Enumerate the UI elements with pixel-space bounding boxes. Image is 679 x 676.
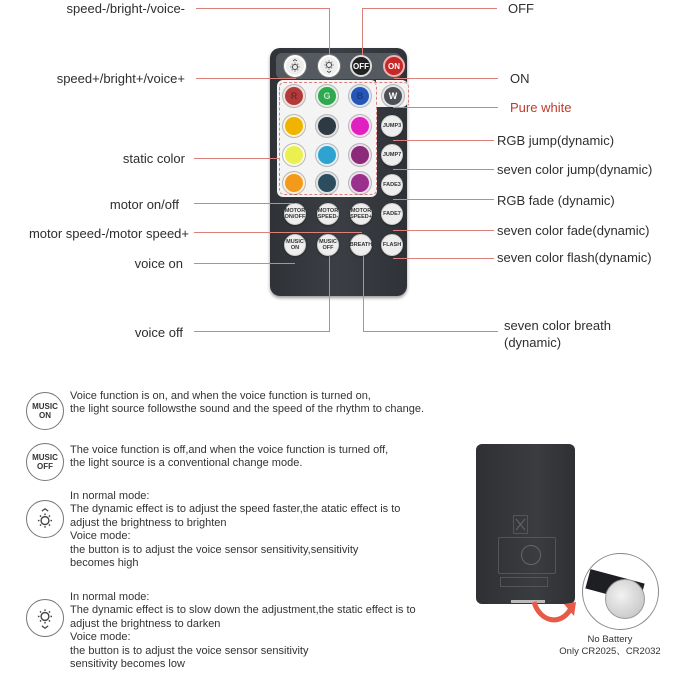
legend-music-off-text: The voice function is off,and when the voice function is turned off, the light source is a conventional change mode.	[70, 444, 389, 470]
callout-line	[393, 169, 494, 170]
fade3-button[interactable]: FADE3	[381, 174, 403, 196]
motor-speed-minus-button[interactable]: MOTOR SPEED-	[317, 203, 339, 225]
label-rgb-jump: RGB jump(dynamic)	[497, 133, 615, 148]
color-button-white[interactable]: W	[382, 85, 404, 107]
color-button-blue[interactable]: B	[349, 85, 371, 107]
callout-line	[393, 140, 494, 141]
fade7-button[interactable]: FADE7	[381, 203, 403, 225]
callout-line	[393, 107, 498, 108]
label-speed-minus: speed-/bright-/voice-	[66, 1, 185, 16]
label-motor-onoff: motor on/off	[109, 197, 179, 212]
release-tab	[500, 577, 548, 587]
label-voice-on: voice on	[134, 256, 183, 271]
battery-compartment	[498, 537, 556, 574]
legend-sun-up-text: In normal mode: The dynamic effect is to adjust the speed faster,the atatic effect is to adjust the brightness to brighten Voice mode: the button is to adjust the voice sensor sensitivity,sensitivity becomes high	[70, 490, 401, 570]
coin-cell-battery	[605, 579, 645, 619]
callout-line	[196, 8, 330, 9]
speed-plus-button[interactable]	[284, 55, 306, 77]
music-off-icon: MUSIC OFF	[26, 443, 64, 481]
label-motor-speed: motor speed-/motor speed+	[28, 226, 189, 241]
remote-back	[476, 444, 575, 604]
callout-line	[329, 8, 330, 55]
breath-button[interactable]: BREATH	[350, 234, 372, 256]
callout-line	[393, 199, 494, 200]
battery-caption: No Battery Only CR2025、CR2032	[559, 634, 661, 657]
color-button-green[interactable]: G	[316, 85, 338, 107]
motor-speed-plus-button[interactable]: MOTOR SPEED+	[350, 203, 372, 225]
label-rgb-fade: RGB fade (dynamic)	[497, 193, 615, 208]
callout-line	[394, 78, 498, 79]
on-button[interactable]: ON	[383, 55, 405, 77]
label-seven-breath: seven color breath (dynamic)	[504, 318, 611, 350]
music-off-button[interactable]: MUSIC OFF	[317, 234, 339, 256]
label-on: ON	[510, 71, 530, 86]
legend-sun-down-text: In normal mode: The dynamic effect is to slow down the adjustment,the static effect is to adjust the brightness to darken Voice mode: the button is to adjust the voice sensor sensitivity sensitivity becomes low	[70, 591, 416, 671]
callout-line	[393, 258, 494, 259]
callout-line	[194, 203, 295, 204]
color-button-dark-slate[interactable]	[316, 115, 338, 137]
motor-onoff-button[interactable]: MOTOR ON/OFF	[284, 203, 306, 225]
callout-line	[362, 8, 497, 9]
color-button-light-yellow[interactable]	[283, 144, 305, 166]
flash-button[interactable]: FLASH	[381, 234, 403, 256]
color-button-yellow-orange[interactable]	[283, 115, 305, 137]
arrow-icon	[530, 596, 580, 630]
color-button-violet[interactable]	[349, 172, 371, 194]
label-pure-white: Pure white	[510, 100, 572, 115]
color-button-purple[interactable]	[349, 144, 371, 166]
battery-slot-icon	[521, 545, 541, 565]
label-off: OFF	[508, 1, 534, 16]
battery-detail	[582, 553, 659, 630]
music-on-button[interactable]: MUSIC ON	[284, 234, 306, 256]
label-seven-jump: seven color jump(dynamic)	[497, 162, 653, 177]
color-button-red[interactable]: R	[283, 85, 305, 107]
callout-line	[196, 78, 296, 79]
callout-line	[362, 8, 363, 55]
sun-up-icon	[288, 59, 302, 73]
sun-down-icon	[322, 59, 336, 73]
music-on-icon: MUSIC ON	[26, 392, 64, 430]
callout-line	[194, 263, 295, 264]
off-button[interactable]: OFF	[350, 55, 372, 77]
jump3-button[interactable]: JUMP3	[381, 115, 403, 137]
jump7-button[interactable]: JUMP7	[381, 144, 403, 166]
color-button-magenta[interactable]	[349, 115, 371, 137]
label-seven-fade: seven color fade(dynamic)	[497, 223, 650, 238]
sun-down-icon	[26, 599, 64, 637]
callout-line	[194, 331, 330, 332]
callout-line	[194, 232, 362, 233]
callout-line	[363, 331, 498, 332]
callout-line	[363, 255, 364, 331]
recycle-bin-icon	[513, 515, 528, 534]
label-seven-flash: seven color flash(dynamic)	[497, 250, 652, 265]
color-button-cyan[interactable]	[316, 144, 338, 166]
callout-line	[329, 255, 330, 331]
color-button-teal-dark[interactable]	[316, 172, 338, 194]
callout-line	[194, 158, 280, 159]
color-button-orange[interactable]	[283, 172, 305, 194]
label-speed-plus: speed+/bright+/voice+	[56, 71, 185, 86]
speed-minus-button[interactable]	[318, 55, 340, 77]
label-voice-off: voice off	[134, 325, 183, 340]
label-static-color: static color	[122, 151, 185, 166]
legend-music-on-text: Voice function is on, and when the voice function is turned on, the light source followsthe sound and the speed of the rhythm to change.	[70, 390, 425, 416]
callout-line	[393, 230, 494, 231]
sun-up-icon	[26, 500, 64, 538]
